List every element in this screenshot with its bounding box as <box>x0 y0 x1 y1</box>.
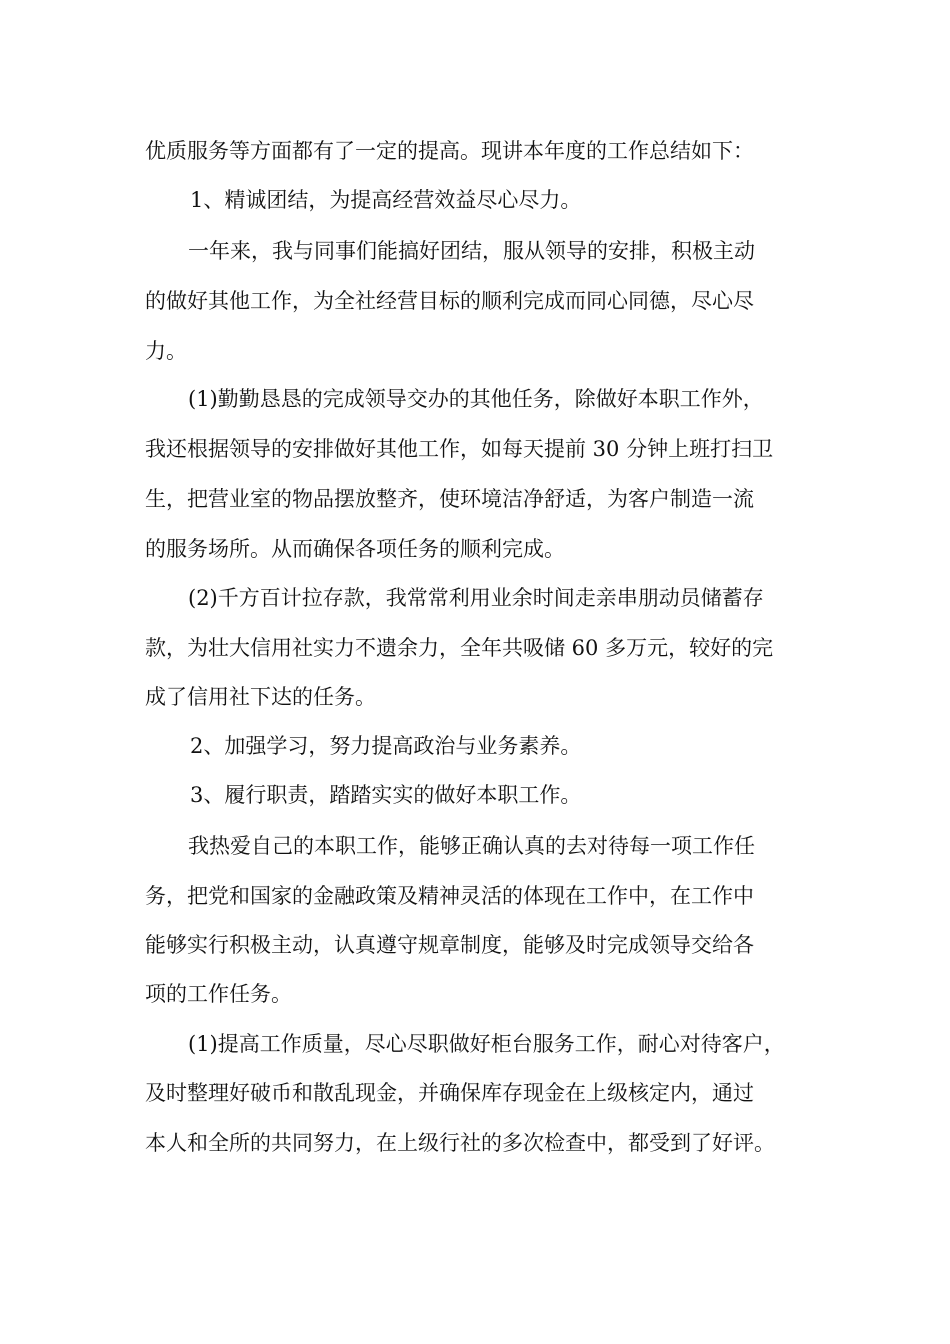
text-line: 优质服务等方面都有了一定的提高。现讲本年度的工作总结如下： <box>145 139 754 163</box>
text-line: 我热爱自己的本职工作，能够正确认真的去对待每一项工作任 <box>188 834 755 858</box>
text-line: 一年来，我与同事们能搞好团结，服从领导的安排，积极主动 <box>188 239 755 263</box>
text-line: (1)勤勤恳恳的完成领导交办的其他任务，除做好本职工作外， <box>188 387 764 411</box>
text-line: 力。 <box>145 339 187 363</box>
text-line: 务，把党和国家的金融政策及精神灵活的体现在工作中，在工作中 <box>145 884 754 908</box>
section-heading: 2、加强学习，努力提高政治与业务素养。 <box>190 734 582 758</box>
text-line: 项的工作任务。 <box>145 982 292 1006</box>
text-line: 我还根据领导的安排做好其他工作，如每天提前 30 分钟上班打扫卫 <box>145 437 774 461</box>
section-heading: 3、履行职责，踏踏实实的做好本职工作。 <box>190 783 582 807</box>
text-line: 及时整理好破币和散乱现金，并确保库存现金在上级核定内，通过 <box>145 1081 754 1105</box>
text-line: 成了信用社下达的任务。 <box>145 685 376 709</box>
text-line: 的服务场所。从而确保各项任务的顺利完成。 <box>145 537 565 561</box>
text-line: 款，为壮大信用社实力不遗余力，全年共吸储 60 多万元，较好的完 <box>145 636 774 660</box>
text-line: (2)千方百计拉存款，我常常利用业余时间走亲串朋动员储蓄存 <box>188 586 764 610</box>
text-line: 的做好其他工作，为全社经营目标的顺利完成而同心同德，尽心尽 <box>145 289 754 313</box>
text-line: 生，把营业室的物品摆放整齐，使环境洁净舒适，为客户制造一流 <box>145 487 754 511</box>
text-line: 本人和全所的共同努力，在上级行社的多次检查中，都受到了好评。 <box>145 1131 775 1155</box>
text-line: (1)提高工作质量，尽心尽职做好柜台服务工作，耐心对待客户， <box>188 1032 785 1056</box>
text-line: 能够实行积极主动，认真遵守规章制度，能够及时完成领导交给各 <box>145 933 754 957</box>
section-heading: 1、精诚团结，为提高经营效益尽心尽力。 <box>190 188 582 212</box>
